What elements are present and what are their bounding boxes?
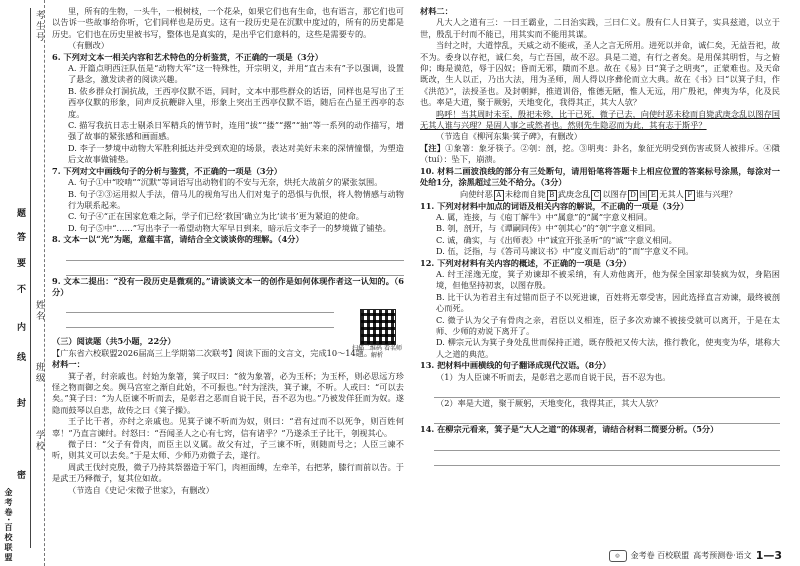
seal-note-1: 题 — [15, 208, 25, 219]
seal-note-3: 要 — [15, 258, 25, 269]
break-option-d[interactable]: D — [628, 190, 638, 201]
q12-option-a: A. 纣王淫逸无度，箕子劝谏却不被采纳，有人劝他离开，他为保全国家却装疯为奴，身陷困境，但他坚持初衷，以图存殷。 — [436, 268, 780, 291]
binding-margin — [0, 0, 45, 566]
q10-fragment: 无其人 — [659, 188, 684, 199]
question-8: 8. 文本一以“光”为题，意蕴丰富，请结合全文谈谈你的理解。（4分） — [52, 234, 304, 245]
q10-fragment: 以图存 — [602, 188, 628, 199]
seal-note-2: 答 — [15, 232, 25, 243]
answer-line[interactable] — [434, 386, 780, 398]
break-option-e[interactable]: E — [648, 190, 658, 201]
q10-sentence — [420, 189, 780, 201]
q11-option-b: B. 刳，剖开，与《谭嗣同传》中“刳其心”的“刳”字意义相同。 — [436, 223, 661, 234]
section-3-title: （三）阅读题（共5小题，22分） — [52, 336, 176, 347]
question-9: 9. 文本二提出：“没有一段历史是微观的。”请谈谈文本一的创作是如何体现作者这一认知的。（6分） — [52, 275, 404, 297]
q7-option-d: D. 句子⑤中“……”写出李子一希望动物大军早日到来，暗示后文李子一的梦境做了铺垫。 — [68, 222, 391, 233]
q10-fragment: 未稔而自毙 — [504, 188, 546, 199]
note-body: ①象箸：象牙筷子。②刳：剖，挖。③明夷：卦名，象征光明受到伤害或贤人被排斥。④隤（tuí）：坠下，崩溃。 — [420, 142, 780, 165]
page-number: 1—3 — [755, 549, 782, 562]
school-label: 学校 — [34, 430, 44, 452]
answer-line[interactable] — [66, 249, 404, 261]
brand-logo-icon: ◎ — [609, 550, 627, 562]
q10-fragment: 国 — [639, 188, 648, 199]
material-1-paragraph: 周武王伐纣克殷，微子乃持其祭器造于军门，肉袒面缚，左牵羊，右把茅，膝行而前以告。于是武王乃释微子，复其位如故。 — [52, 461, 404, 484]
q12-option-b: B. 比干认为若君主有过错而臣子不以死进谏，百姓将无辜受害，因此选择直言劝谏，最终被剖心而死。 — [436, 291, 780, 314]
q7-option-c: C. 句子④“正在国家危难之际，学子们已经‘救国’确立为比‘读书’更为紧迫的使命。 — [68, 211, 364, 222]
footer-exam-title: 高考预测卷·语文 — [693, 551, 752, 560]
question-12: 12. 下列对材料有关内容的概述，不正确的一项是（3分） — [420, 257, 632, 268]
break-option-c[interactable]: C — [591, 190, 601, 201]
material-2-label: 材料二： — [420, 6, 453, 16]
seal-line — [30, 8, 31, 548]
material-1-paragraph: 微子曰：“父子有骨肉，而臣主以义属。故父有过，子三谏不听，则随而号之；人臣三谏不听，则其义可以去矣。”于是太师、少师乃劝微子去，遂行。 — [52, 439, 404, 461]
q6-option-a: A. 开篇点明西汪队伍是“动物大军”这一特殊性，开宗明义，并用“直古未有”予以强调，设置了悬念，激发读者的阅读兴趣。 — [68, 63, 404, 85]
question-10: 10. 材料二画波浪线的部分有三处断句，请用铅笔将答题卡上相应位置的答案标号涂黑，每涂对一处给1分，涂黑超过三处不给分。（3分） — [420, 165, 780, 188]
material-1-paragraph: 王子比干者，亦纣之亲戚也。见箕子谏不听而为奴，则曰：“君有过而不以死争，则百姓何辜！”乃直言谏纣。纣怒曰：“吾闻圣人之心有七窍，信有诸乎？”乃遂杀王子比干，刳视其心。 — [52, 416, 404, 438]
name-label: 姓名 — [34, 300, 44, 322]
seal-note-6: 线 — [15, 352, 25, 363]
answer-line[interactable] — [434, 454, 780, 466]
answer-line[interactable] — [434, 439, 780, 451]
passage-ending: 里，所有的生物，一头牛，一根树枝，一个花朵，如果它们也有生命，也有语言，那它们也可以告诉一些故事给你听，它们同样也是历史。这有一段历史是在沉默中度过的，所有的历史都是历史。它们也在历史里被书写，整体也是真实的，是出乎它们意料的，这些是需要专的。 — [52, 6, 404, 39]
seal-note-7: 封 — [15, 398, 25, 409]
material-1-paragraph: 箕子者，纣亲戚也。纣始为象箸，箕子叹曰：“彼为象箸，必为玉杯；为玉杯，则必思远方珍怪之物而御之矣。舆马宫室之渐自此始，不可振也。”纣为淫泆，箕子谏，不听。人或曰：“可以去矣。”箕子曰：“为人臣谏不听而去，是彰君之恶而自说于民，吾不忍为也。”乃被发佯狂而为奴。遂隐而鼓琴以自悲，故传之曰《箕子操》。 — [52, 370, 404, 415]
q11-option-a: A. 属，连接，与《庖丁解牛》中“属意”的“属”字意义相同。 — [436, 211, 653, 222]
q6-option-d: D. 李子一梦境中动物大军胜利抵达并受到欢迎的场景，表达对美好未来的深情憧憬，为塑造后文故事做铺垫。 — [68, 142, 404, 165]
question-11: 11. 下列对材料中加点的词语及相关内容的解说，不正确的一项是（3分） — [420, 200, 689, 211]
break-option-b[interactable]: B — [547, 190, 557, 201]
question-13: 13. 把材料中画横线的句子翻译成现代汉语。（8分） — [420, 360, 611, 371]
q11-option-d: D. 伍，泛指，与《答司马谏议书》中“度义而后动”的“而”字意义不同。 — [436, 246, 694, 257]
exam-number-label: 考生号 — [34, 10, 44, 43]
question-14: 14. 在柳宗元看来，箕子是“大人之道”的体现者，请结合材料二简要分析。（5分） — [420, 424, 719, 435]
question-7: 7. 下列对文中画线句子的分析与鉴赏，不正确的一项是（3分） — [52, 165, 282, 176]
qr-caption: 扫描二维码 看名师解析 — [352, 345, 402, 359]
qr-code-icon[interactable] — [360, 309, 396, 345]
q13-part-1: （1）为人臣谏不听而去，是彰君之恶而自说于民，吾不忍为也。 — [436, 371, 671, 382]
q11-option-c: C. 诚，确实，与《出师表》中“诚宜开张圣听”的“诚”字意义相同。 — [436, 234, 677, 245]
material-1-label: 材料一： — [52, 359, 85, 370]
answer-line[interactable] — [66, 316, 334, 328]
section-3-source: 【广东省六校联盟2026届高三上学期第二次联考】阅读下面的文言文，完成10～14题。 — [52, 347, 373, 358]
q6-option-b: B. 依乡群众打洞抗战，王西亭仪默不语，同时，文本中那些群众的话语，同样也是写出了王西亭仪默的形象，同声反抗鞭辟入里，形象上突出王西亭仪默不语，随后在凸显王西亭的态度。 — [68, 85, 404, 119]
right-column — [420, 6, 780, 466]
answer-line[interactable] — [66, 264, 404, 276]
note-title: 【注】 — [420, 142, 446, 153]
answer-line[interactable] — [434, 412, 780, 424]
q6-option-c: C. 描写我抗日志士剔杀日军精兵的情节时，连用“拔”“搂”“撂”“抽”等一系列的动作描写，增强了故事的紧张感和画面感。 — [68, 120, 404, 142]
left-column — [52, 6, 404, 496]
q7-option-b: B. 句子②③运用拟人手法，借马儿的视角写出人们对鬼子的恐惧与仇恨，将人物情感与动物行为联系起来。 — [68, 188, 404, 210]
q10-fragment: 武庚念乱 — [557, 188, 591, 199]
page-footer — [609, 549, 782, 562]
seal-brand: 金考卷·百校联盟 — [4, 488, 13, 564]
q10-sentence-start: 向使纣恶 — [460, 188, 493, 199]
material-2-paragraph: 当纣之时，大道悖乱，天威之动不能戒，圣人之言无所用。进死以并命，诚仁矣，无益吾祀，故不为。委身以存祀，诚仁矣，与亡吾国，故不忍。具是二道，有行之者矣。是用保其明哲，与之俯仰；晦是谟范，辱于囚奴；昏而无邪，隤而不息。故在《易》曰“箕子之明夷”，正蒙难也。及天命既改，生人以正，乃出大法，用为圣师，周人得以序彝伦而立大典。故在《书》曰“以箕子归，作《洪范》”，法授圣也。及封朝鲜，推道训俗，惟德无陋，惟人无远，用广殷祀，俾夷为华，化及民也。率是大道，聚于厥躬，天地变化，我得其正，其大人欤？ — [420, 40, 780, 108]
seal-note-8: 密 — [15, 470, 25, 481]
break-option-a[interactable]: A — [494, 190, 504, 201]
footer-brand: 金考卷 百校联盟 — [630, 551, 690, 560]
material-2-paragraph: 呜呼！当其周时未至，殷祀未殄，比干已死，微子已去，向使纣恶未稔而自毙武庚念乱以图存国无其人谁与兴理？是固人事之或然者也。然则先生隐忍而为此，其有志于斯乎？ — [420, 108, 780, 131]
class-label: 班级 — [34, 362, 44, 384]
q12-option-d: D. 柳宗元认为箕子身处乱世而保持正道，既存殷祀又传大法，推行教化，使夷变为华，堪称大人之道的典范。 — [436, 337, 780, 359]
material-2-paragraph: 凡大人之道有三：一曰王霸业，二曰治实践，三曰仁义。殷有仁人日箕子，实具兹道，以立于世，殷乱于纣而不能已，用其实而不能用其谋。 — [420, 17, 780, 39]
seal-note-5: 内 — [15, 322, 25, 333]
question-6: 6. 下列对文本一相关内容和艺术特色的分析鉴赏，不正确的一项是（3分） — [52, 51, 323, 62]
q12-option-c: C. 微子认为父子有骨肉之亲，君臣以义相连，臣子多次劝谏不被接受就可以离开，于是在太师、少师的劝说下离开了。 — [436, 314, 780, 336]
answer-line[interactable] — [66, 301, 334, 313]
material-1-source: （节选自《史记·宋微子世家》，有删改） — [68, 484, 214, 495]
passage-source: （有删改） — [68, 40, 109, 51]
q7-option-a: A. 句子①中“咬啃”“沉默”等词语写出动物们的不安与无奈，烘托大战前夕的紧张氛围。 — [68, 177, 383, 188]
q10-fragment: 谁与兴理？ — [695, 188, 737, 199]
break-option-f[interactable]: F — [685, 190, 695, 201]
q13-part-2: （2）率是大道，聚于厥躬，天地变化，我得其正，其大人欤？ — [436, 398, 663, 408]
material-2-source: （节选自《柳河东集·箕子碑》，有删改） — [436, 131, 582, 142]
seal-note-4: 不 — [15, 284, 25, 295]
